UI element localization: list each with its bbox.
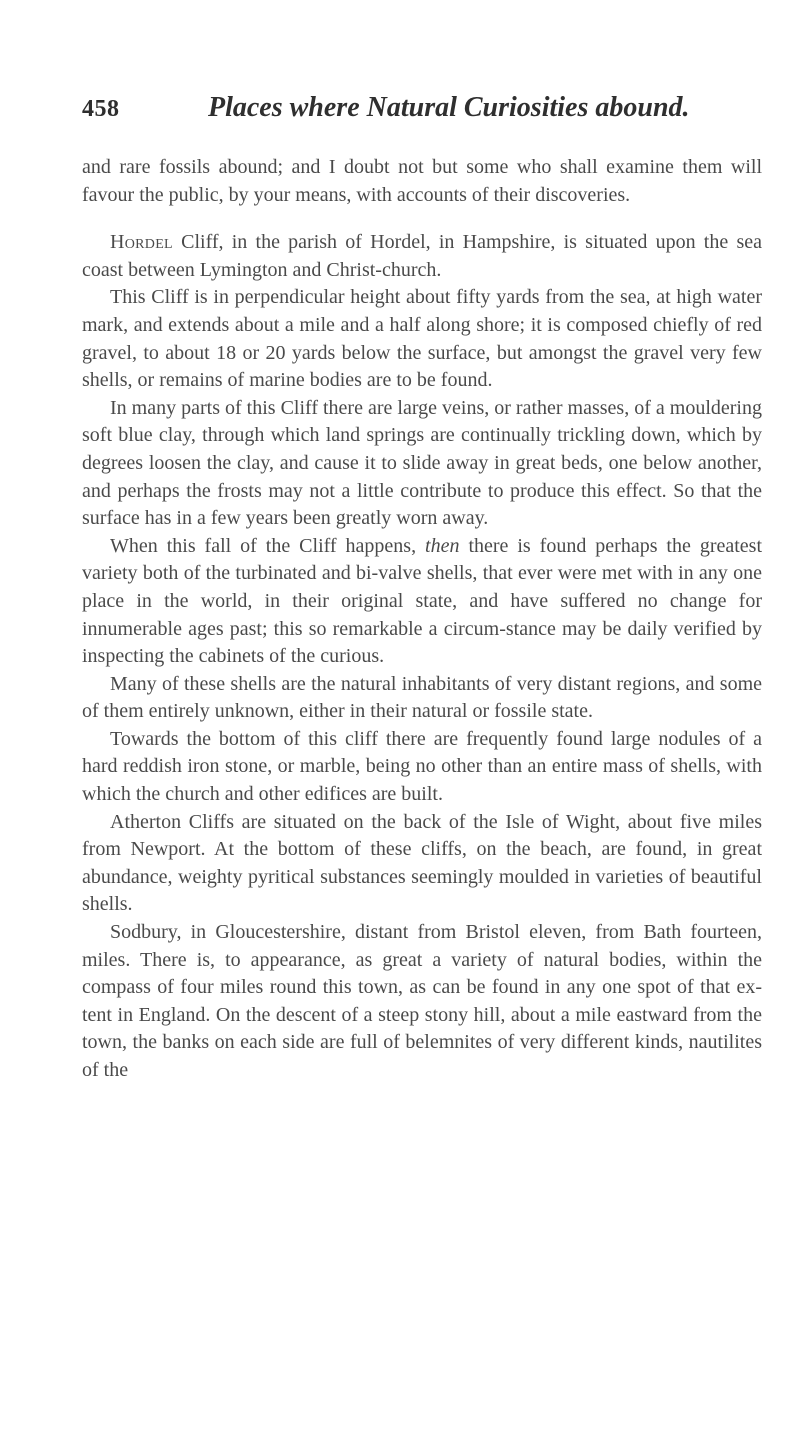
paragraph-3 xyxy=(82,284,762,394)
page-number: 458 xyxy=(82,96,120,122)
paragraph-4 xyxy=(82,395,762,533)
paragraph-2 xyxy=(82,229,762,284)
paragraph-5-before: When this fall of the Cliff happens, xyxy=(110,534,426,557)
paragraph-5 xyxy=(82,533,762,671)
paragraph-9 xyxy=(82,919,762,1085)
paragraph-6 xyxy=(82,671,762,726)
paragraph-8-text: Atherton Cliffs are situated on the back of the Isle of Wight, about five miles from Newport. At the bottom of these cliffs, on the beach, are found, in great abundance, weighty pyritical substances seemingly moulded in varieties of beautiful shells. xyxy=(82,810,762,916)
paragraph-1 xyxy=(82,154,762,209)
paragraph-2-lead: Hordel xyxy=(110,231,173,254)
paragraph-3-text: This Cliff is in perpendicular height about fifty yards from the sea, at high water mark, and extends about a mile and a half along shore; it is composed chiefly of red gravel, to about 18 or 20 yards below the surface, but amongst the gravel very few shells, or remains of marine bodies are to be found. xyxy=(82,286,762,392)
body-text xyxy=(82,154,762,1085)
paragraph-8 xyxy=(82,809,762,919)
paragraph-9-text: Sodbury, in Gloucestershire, distant from Bristol eleven, from Bath fourteen, miles. There is, to appearance, as great a variety of natural bodies, within the compass of four miles round this town, as can be found in any one spot of that ex-tent in England. On the descent of a steep stony hill, about a mile eastward from the town, the banks on each side are full of belemnites of very different kinds, nautilites of the xyxy=(82,921,762,1081)
paragraph-7-text: Towards the bottom of this cliff there are frequently found large nodules of a hard reddish iron stone, or marble, being no other than an entire mass of shells, with which the church and other edifices are built. xyxy=(82,727,762,806)
paragraph-7 xyxy=(82,726,762,809)
running-head xyxy=(82,92,762,132)
paragraph-2-text: Cliff, in the parish of Hordel, in Hampshire, is situated upon the sea coast between Lymington and Christ-church. xyxy=(82,231,762,281)
paragraph-4-text: In many parts of this Cliff there are large veins, or rather masses, of a mouldering soft blue clay, through which land springs are continually trickling down, which by degrees loosen the clay, and cause it to slide away in great beds, one below another, and perhaps the frosts may not a little contribute to produce this effect. So that the surface has in a few years been greatly worn away. xyxy=(82,396,762,530)
running-title: Places where Natural Curiosities abound. xyxy=(208,92,690,123)
paragraph-6-text: Many of these shells are the natural inhabitants of very distant regions, and some of them entirely unknown, either in their natural or fossile state. xyxy=(82,672,762,723)
paragraph-5-emphasis: then xyxy=(425,534,460,557)
paragraph-1-text: and rare fossils abound; and I doubt not but some who shall examine them will favour the public, by your means, with accounts of their discoveries. xyxy=(82,156,762,206)
paragraph-5-text: there is found perhaps the greatest variety both of the turbinated and bi-valve shells, that ever were met with in any one place in the world, in their original state, and have suffered no change for innumerable ages past; this so remarkable a circum-stance may be daily verified by inspecting the cabinets of the curious. xyxy=(82,534,763,668)
